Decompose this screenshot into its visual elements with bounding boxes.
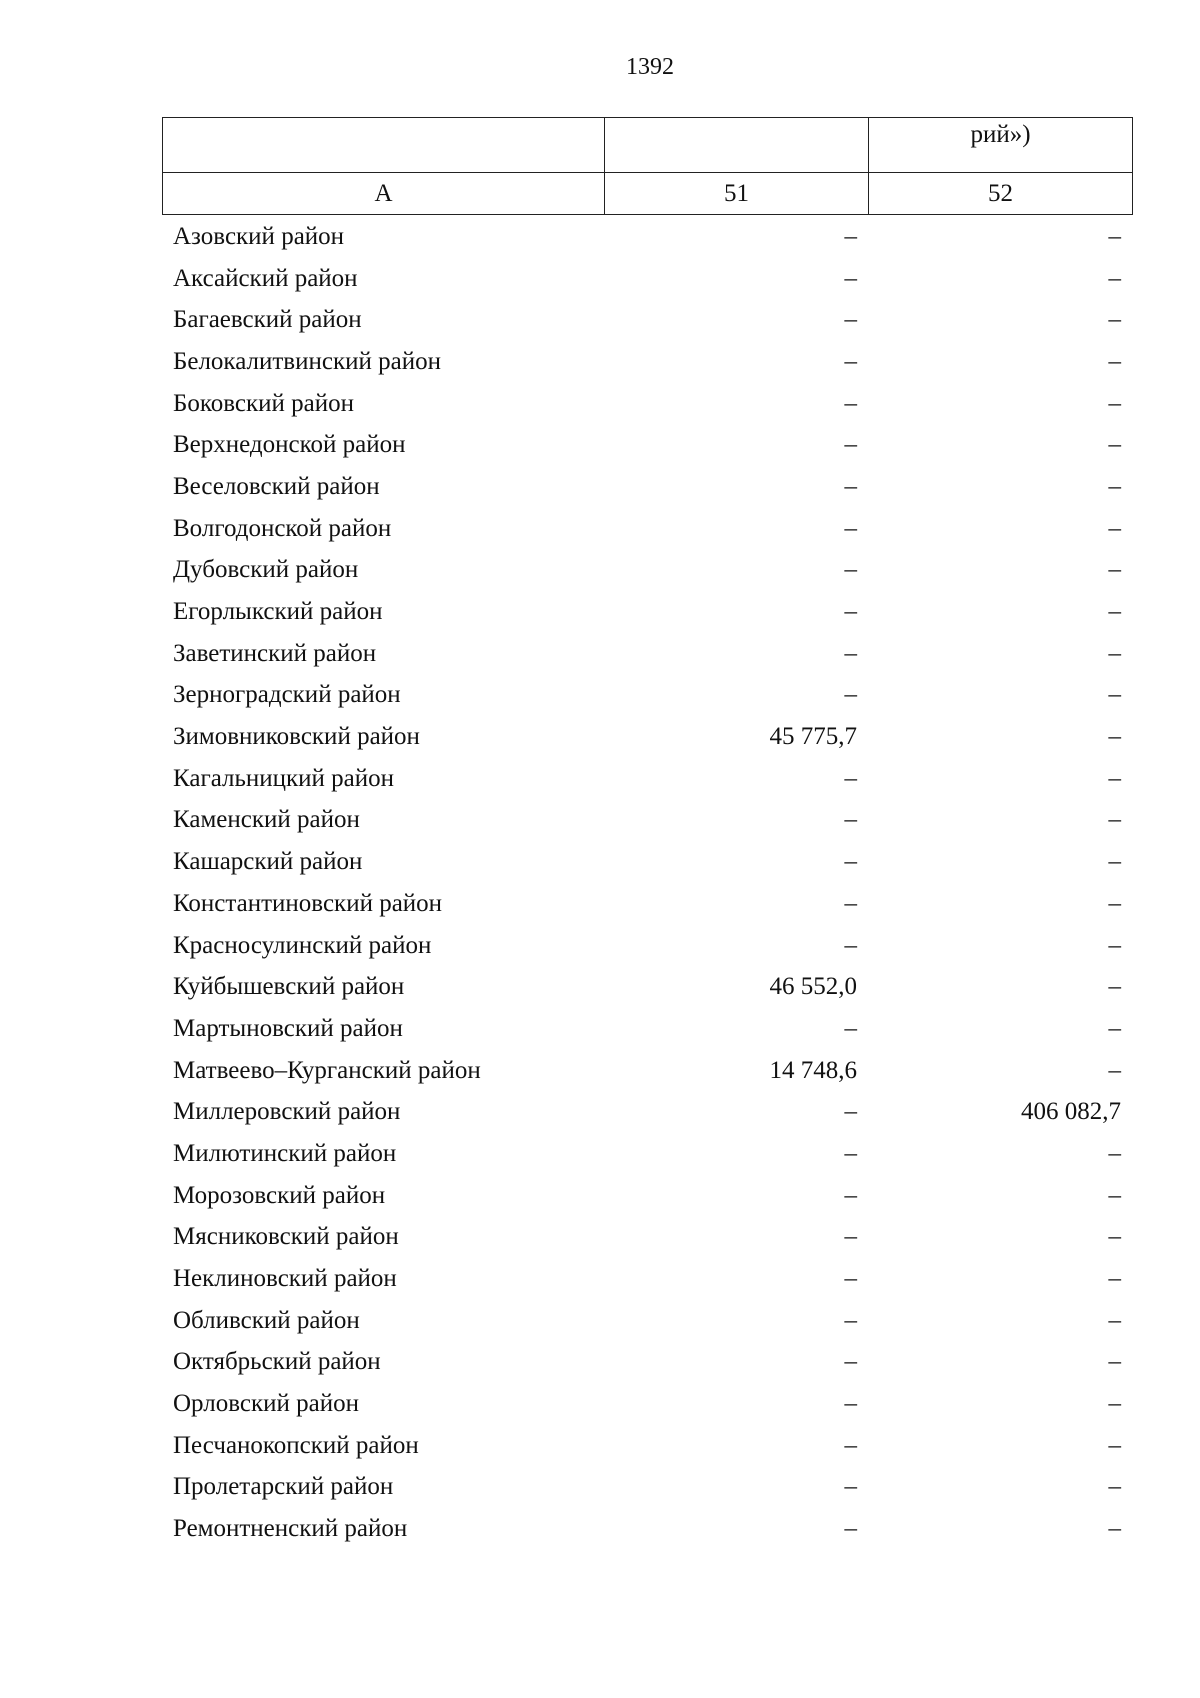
district-name: Константиновский район (173, 889, 443, 917)
table-row (162, 633, 1132, 675)
table-row (162, 550, 1132, 592)
value-col-51: – (844, 347, 857, 375)
value-col-52: – (1108, 1223, 1121, 1251)
value-col-52: – (1108, 973, 1121, 1001)
value-col-52: – (1108, 556, 1121, 584)
table-row (162, 716, 1132, 758)
district-name: Кагальницкий район (173, 764, 395, 792)
value-col-52: – (1108, 1390, 1121, 1418)
value-col-51: – (844, 514, 857, 542)
district-name: Песчанокопский район (173, 1431, 419, 1459)
value-col-51: – (844, 681, 857, 709)
table-row (162, 1050, 1132, 1092)
district-name: Дубовский район (173, 556, 359, 584)
value-col-51: 14 748,6 (769, 1056, 857, 1084)
table-row (162, 591, 1132, 633)
value-col-51: – (844, 1098, 857, 1126)
value-col-51: – (844, 306, 857, 334)
value-col-52: – (1108, 1306, 1121, 1334)
value-col-52: – (1108, 1348, 1121, 1376)
value-col-51: 45 775,7 (769, 723, 857, 751)
value-col-52: – (1108, 1139, 1121, 1167)
value-col-51: – (844, 639, 857, 667)
district-name: Белокалитвинский район (173, 347, 441, 375)
value-col-52: – (1108, 514, 1121, 542)
header-row-column-numbers (163, 173, 1133, 215)
table-row (162, 1383, 1132, 1425)
value-col-51: – (844, 764, 857, 792)
value-col-52: – (1108, 222, 1121, 250)
table-row (162, 1091, 1132, 1133)
value-col-52: – (1108, 639, 1121, 667)
value-col-51: – (844, 889, 857, 917)
value-col-52: – (1108, 472, 1121, 500)
value-col-51: – (844, 1139, 857, 1167)
district-name: Мартыновский район (173, 1014, 403, 1042)
value-col-52: – (1108, 1056, 1121, 1084)
value-col-51: – (844, 1390, 857, 1418)
district-name: Аксайский район (173, 264, 358, 292)
value-col-51: – (844, 1223, 857, 1251)
district-name: Орловский район (173, 1390, 359, 1418)
value-col-51: – (844, 1265, 857, 1293)
value-col-52: – (1108, 431, 1121, 459)
value-col-52: – (1108, 1431, 1121, 1459)
value-col-52: – (1108, 347, 1121, 375)
table-row (162, 216, 1132, 258)
district-name: Боковский район (173, 389, 354, 417)
table-row (162, 1467, 1132, 1509)
value-col-52: – (1108, 806, 1121, 834)
district-name: Красносулинский район (173, 931, 432, 959)
value-col-52: – (1108, 848, 1121, 876)
district-name: Морозовский район (173, 1181, 386, 1209)
header-row-continuation (163, 118, 1133, 173)
district-name: Пролетарский район (173, 1473, 394, 1501)
header-cell-52: рий») (869, 118, 1133, 173)
table-row (162, 841, 1132, 883)
table-row (162, 1300, 1132, 1342)
table-row (162, 758, 1132, 800)
value-col-51: – (844, 556, 857, 584)
value-col-52: – (1108, 1014, 1121, 1042)
district-name: Куйбышевский район (173, 973, 405, 1001)
district-name: Ремонтненский район (173, 1515, 408, 1543)
district-name: Каменский район (173, 806, 360, 834)
district-name: Миллеровский район (173, 1098, 401, 1126)
value-col-51: – (844, 264, 857, 292)
table-header (162, 117, 1133, 215)
page-number: 1392 (626, 54, 674, 80)
value-col-52: – (1108, 389, 1121, 417)
value-col-52: – (1108, 598, 1121, 626)
district-name: Матвеево–Курганский район (173, 1056, 481, 1084)
district-name: Мясниковский район (173, 1223, 399, 1251)
value-col-52: – (1108, 889, 1121, 917)
table-row (162, 466, 1132, 508)
table-row (162, 1425, 1132, 1467)
district-name: Заветинский район (173, 639, 377, 667)
header-cell-51 (605, 118, 869, 173)
table-row (162, 424, 1132, 466)
district-name: Азовский район (173, 222, 345, 250)
table-row (162, 1008, 1132, 1050)
column-label-51: 51 (605, 173, 869, 215)
value-col-52: – (1108, 1181, 1121, 1209)
table-row (162, 675, 1132, 717)
district-name: Егорлыкский район (173, 598, 383, 626)
district-name: Зимовниковский район (173, 723, 420, 751)
value-col-51: – (844, 1348, 857, 1376)
table-row (162, 383, 1132, 425)
value-col-51: – (844, 598, 857, 626)
table-body (162, 216, 1132, 1550)
value-col-52: – (1108, 306, 1121, 334)
district-name: Обливский район (173, 1306, 360, 1334)
value-col-51: – (844, 222, 857, 250)
table-row (162, 1508, 1132, 1550)
value-col-51: – (844, 1181, 857, 1209)
table-row (162, 800, 1132, 842)
value-col-52: – (1108, 1473, 1121, 1501)
value-col-51: – (844, 1473, 857, 1501)
table-row (162, 1258, 1132, 1300)
header-cell-name (163, 118, 605, 173)
value-col-51: – (844, 472, 857, 500)
value-col-52: – (1108, 764, 1121, 792)
value-col-52: – (1108, 264, 1121, 292)
table-row (162, 341, 1132, 383)
value-col-51: – (844, 806, 857, 834)
table-row (162, 1342, 1132, 1384)
district-name: Багаевский район (173, 306, 362, 334)
value-col-51: – (844, 431, 857, 459)
column-label-a: А (163, 173, 605, 215)
table-row (162, 508, 1132, 550)
value-col-51: – (844, 848, 857, 876)
table-row (162, 1133, 1132, 1175)
value-col-52: – (1108, 1265, 1121, 1293)
table-row (162, 299, 1132, 341)
value-col-51: – (844, 931, 857, 959)
district-name: Октябрьский район (173, 1348, 381, 1376)
table-row (162, 883, 1132, 925)
table-row (162, 1175, 1132, 1217)
district-name: Милютинский район (173, 1139, 397, 1167)
value-col-51: – (844, 1014, 857, 1042)
table-row (162, 1217, 1132, 1259)
value-col-52: – (1108, 1515, 1121, 1543)
value-col-51: – (844, 1431, 857, 1459)
district-name: Зерноградский район (173, 681, 401, 709)
value-col-51: 46 552,0 (769, 973, 857, 1001)
value-col-52: 406 082,7 (1021, 1098, 1121, 1126)
table-row (162, 258, 1132, 300)
value-col-51: – (844, 1515, 857, 1543)
value-col-52: – (1108, 931, 1121, 959)
column-label-52: 52 (869, 173, 1133, 215)
district-name: Неклиновский район (173, 1265, 397, 1293)
value-col-52: – (1108, 723, 1121, 751)
district-name: Верхнедонской район (173, 431, 406, 459)
table-row (162, 966, 1132, 1008)
value-col-51: – (844, 1306, 857, 1334)
district-name: Кашарский район (173, 848, 363, 876)
value-col-52: – (1108, 681, 1121, 709)
district-name: Волгодонской район (173, 514, 392, 542)
value-col-51: – (844, 389, 857, 417)
table-row (162, 925, 1132, 967)
district-name: Веселовский район (173, 472, 380, 500)
